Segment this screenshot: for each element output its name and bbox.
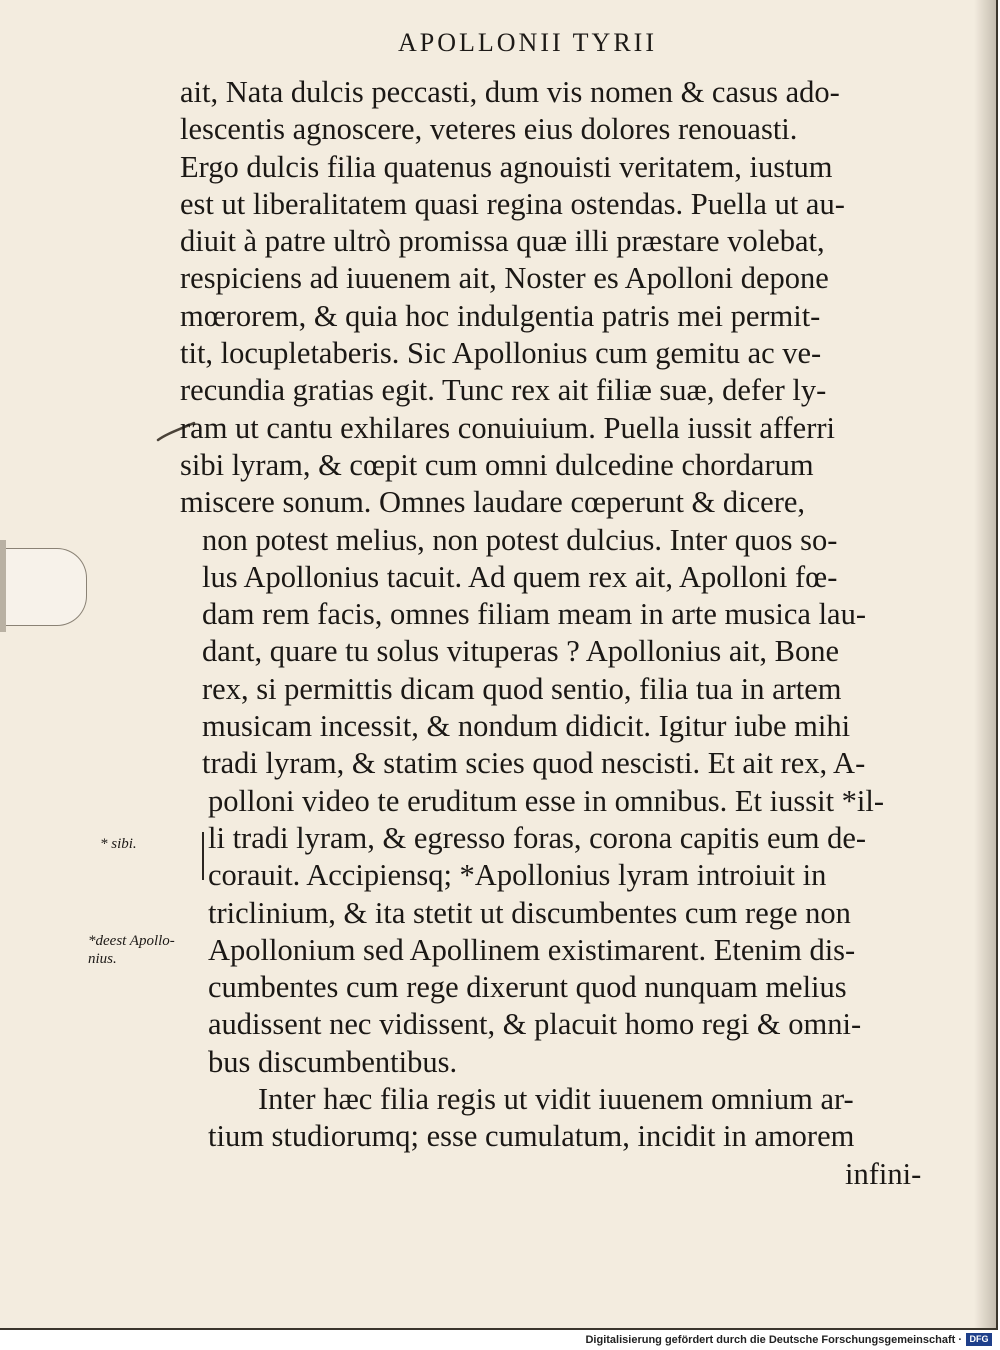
text-line: lus Apollonius tacuit. Ad quem rex ait, Apolloni fœ- <box>202 559 838 594</box>
text-line: Inter hæc filia regis ut vidit iuuenem omnium ar- <box>258 1082 854 1117</box>
text-line: bus discumbentibus. <box>208 1044 458 1079</box>
text-line: dam rem facis, omnes filiam meam in arte musica lau- <box>202 597 866 632</box>
margin-note-sibi: * sibi. <box>100 836 137 852</box>
text-line: recundia gratias egit. Tunc rex ait filiæ suæ, defer ly- <box>180 373 827 408</box>
text-line: cumbentes cum rege dixerunt quod nunquam melius <box>208 970 847 1005</box>
footer-bar <box>0 1330 1000 1350</box>
margin-note-deest-line-2: nius. <box>88 951 117 967</box>
text-line: sibi lyram, & cœpit cum omni dulcedine chordarum <box>180 447 814 482</box>
text-line: rex, si permittis dicam quod sentio, filia tua in artem <box>202 671 842 706</box>
text-line: dant, quare tu solus vituperas ? Apollonius ait, Bone <box>202 634 840 669</box>
text-line: diuit à patre ultrò promissa quæ illi præstare volebat, <box>180 224 825 259</box>
text-line: Ergo dulcis filia quatenus agnouisti veritatem, iustum <box>180 149 833 184</box>
margin-note-deest-line-1: *deest Apollo- <box>88 933 175 949</box>
body-text <box>180 74 940 1193</box>
text-line: Apollonium sed Apollinem existimarent. Etenim dis- <box>208 932 856 967</box>
text-line: tradi lyram, & statim scies quod nescisti. Et ait rex, A- <box>202 746 866 781</box>
text-line: respiciens ad iuuenem ait, Noster es Apolloni depone <box>180 261 829 296</box>
text-line: ram ut cantu exhilares conuiuium. Puella iussit afferri <box>180 410 836 445</box>
text-line: tit, locupletaberis. Sic Apollonius cum gemitu ac ve- <box>180 336 822 371</box>
text-line: corauit. Accipiensq; *Apollonius lyram introiuit in <box>208 858 827 893</box>
text-line: mœrorem, & quia hoc indulgentia patris mei permit- <box>180 298 821 333</box>
running-head: APOLLONII TYRII <box>398 28 657 57</box>
text-line: miscere sonum. Omnes laudare cœperunt & dicere, <box>180 485 806 520</box>
text-line: est ut liberalitatem quasi regina ostendas. Puella ut au- <box>180 186 845 221</box>
text-line: ait, Nata dulcis peccasti, dum vis nomen & casus ado- <box>180 75 840 109</box>
catchword: infini- <box>845 1156 922 1191</box>
dfg-logo: DFG <box>966 1333 992 1346</box>
page-edge-shadow <box>974 0 996 1328</box>
text-line: non potest melius, non potest dulcius. Inter quos so- <box>202 522 838 557</box>
text-line: polloni video te eruditum esse in omnibus. Et iussit *il- <box>208 783 885 818</box>
footer-credit: Digitalisierung gefördert durch die Deutsche Forschungsgemeinschaft · <box>585 1334 962 1346</box>
margin-note-deest <box>88 932 175 968</box>
text-line: triclinium, & ita stetit ut discumbentes cum rege non <box>208 895 851 930</box>
paper-edge-strip <box>0 540 6 632</box>
text-line: tium studiorumq; esse cumulatum, incidit in amorem <box>208 1119 855 1154</box>
text-line: li tradi lyram, & egresso foras, corona capitis eum de- <box>208 820 867 855</box>
text-line: lescentis agnoscere, veteres eius dolores renouasti. <box>180 112 798 147</box>
text-line: audissent nec vidissent, & placuit homo regi & omni- <box>208 1007 862 1042</box>
page-tab-marker <box>0 548 87 626</box>
text-line: musicam incessit, & nondum didicit. Igitur iube mihi <box>202 709 851 744</box>
